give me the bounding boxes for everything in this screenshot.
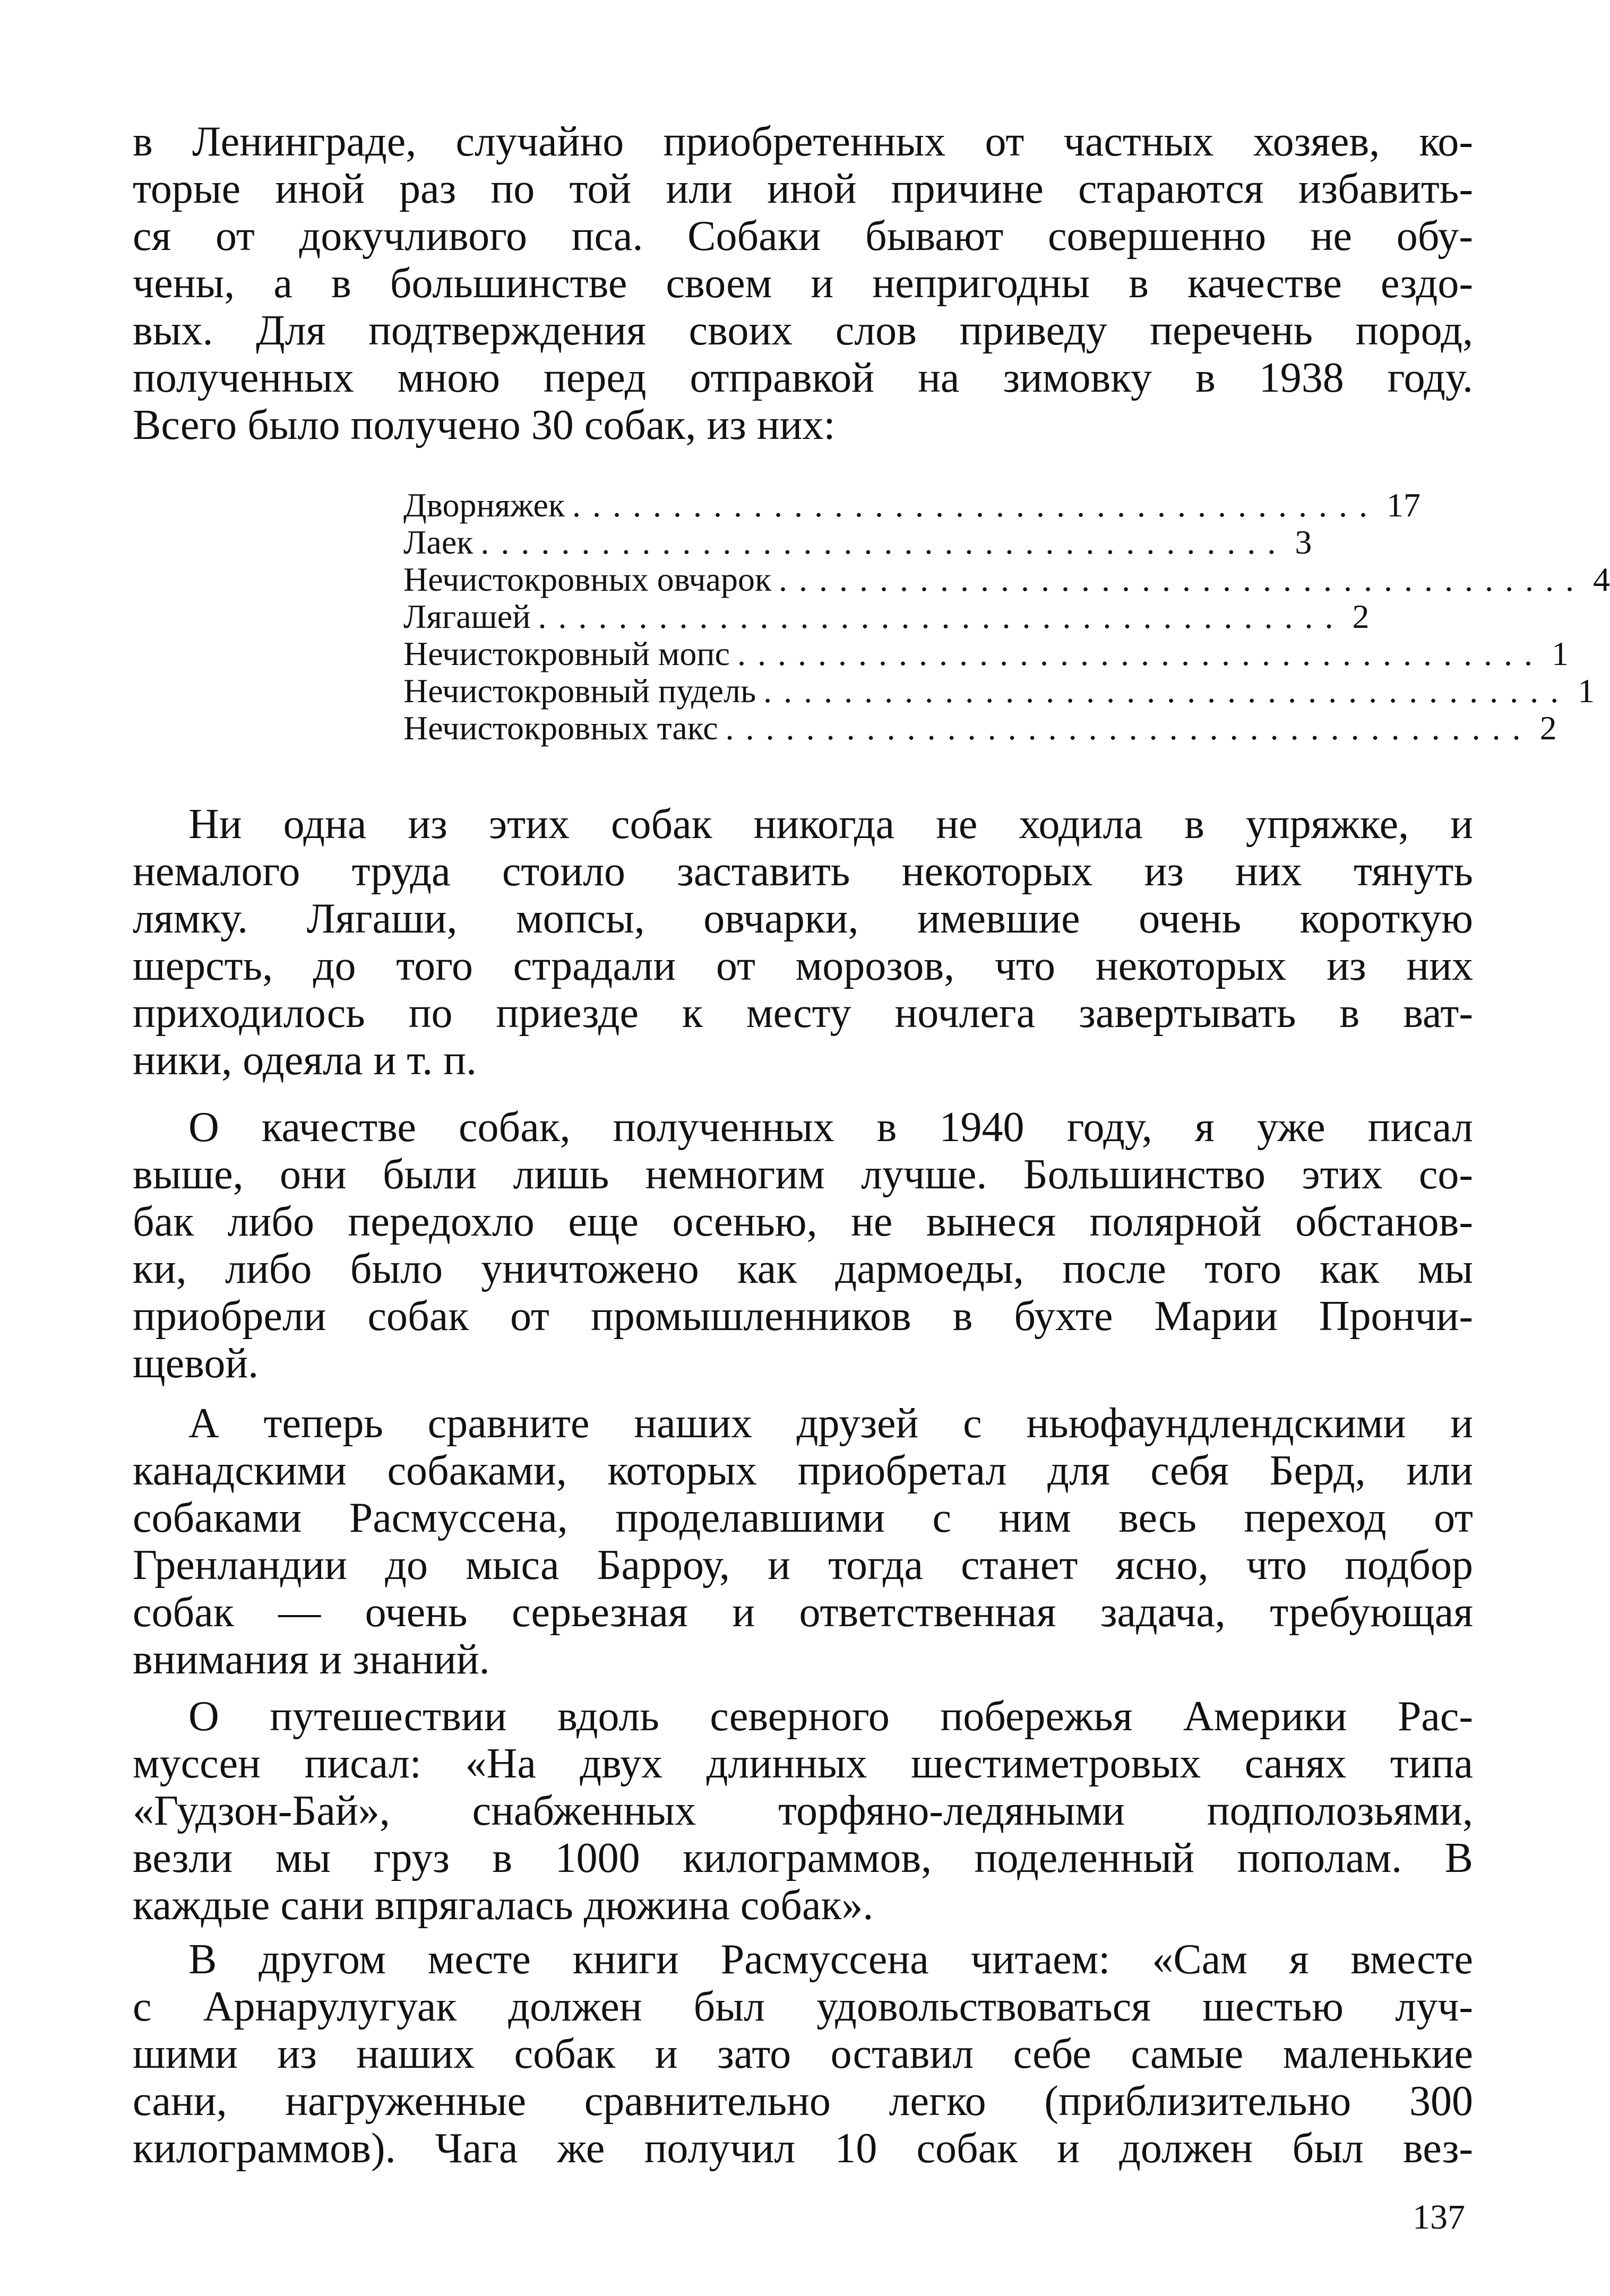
table-row <box>403 523 1312 561</box>
table-row <box>403 709 1557 747</box>
paragraph <box>133 801 1473 1084</box>
text-line: ся от докучливого пса. Собаки бывают совершенно не обу- <box>133 213 1473 260</box>
breed-name: Дворняжек <box>403 486 565 524</box>
table-row <box>403 560 1610 598</box>
text-line: вых. Для подтверждения своих слов приведу перечень пород, <box>133 307 1473 354</box>
paragraph <box>133 118 1473 449</box>
text-line: внимания и знаний. <box>133 1636 490 1683</box>
text-line: килограммов). Чага же получил 10 собак и должен был вез- <box>133 2125 1473 2172</box>
dot-leader: ........................................ <box>572 486 1379 524</box>
text-line: приходилось по приезде к месту ночлега завертывать в ват- <box>133 990 1473 1037</box>
table-row <box>403 486 1420 524</box>
breed-count: 2 <box>1352 598 1370 635</box>
paragraph <box>133 1936 1473 2172</box>
dot-leader: ........................................ <box>725 709 1532 747</box>
text-line: О качестве собак, полученных в 1940 году, я уже писал <box>188 1104 1473 1151</box>
text-line: в Ленинграде, случайно приобретенных от частных хозяев, ко- <box>133 118 1473 165</box>
text-line: собак — очень серьезная и ответственная задача, требующая <box>133 1589 1473 1636</box>
text-line: приобрели собак от промышленников в бухте Марии Прончи- <box>133 1293 1473 1340</box>
text-line: выше, они были лишь немногим лучше. Большинство этих со- <box>133 1151 1473 1198</box>
dot-leader: ........................................ <box>538 598 1345 635</box>
breed-name: Лаек <box>403 523 473 561</box>
text-line: Ни одна из этих собак никогда не ходила в упряжке, и <box>188 801 1473 848</box>
dot-leader: ........................................ <box>763 672 1571 710</box>
breed-name: Нечистокровный мопс <box>403 635 730 672</box>
dog-breeds-table <box>403 486 1610 747</box>
table-row <box>403 635 1569 672</box>
breed-name: Нечистокровных такс <box>403 709 718 747</box>
breed-name: Лягашей <box>403 598 531 635</box>
text-line: Всего было получено 30 собак, из них: <box>133 402 836 448</box>
text-line: бак либо передохло еще осенью, не вынеся полярной обстанов- <box>133 1198 1473 1245</box>
text-line: сани, нагруженные сравнительно легко (приблизительно 300 <box>133 2078 1473 2125</box>
text-line: немалого труда стоило заставить некоторых из них тянуть <box>133 848 1473 895</box>
breed-count: 1 <box>1551 635 1569 672</box>
text-line: везли мы груз в 1000 килограммов, поделенный пополам. В <box>133 1835 1473 1881</box>
breed-count: 17 <box>1387 486 1420 524</box>
breed-name: Нечистокровный пудель <box>403 672 756 710</box>
dot-leader: ........................................ <box>737 635 1544 672</box>
dot-leader: ........................................ <box>779 560 1586 598</box>
text-line: «Гудзон-Бай», снабженных торфяно-ледяными подполозьями, <box>133 1788 1473 1834</box>
text-line: ки, либо было уничтожено как дармоеды, после того как мы <box>133 1246 1473 1292</box>
table-row <box>403 598 1370 635</box>
text-line: лямку. Лягаши, мопсы, овчарки, имевшие очень короткую <box>133 895 1473 942</box>
text-line: шими из наших собак и зато оставил себе самые маленькие <box>133 2031 1473 2077</box>
page-number: 137 <box>1413 2198 1465 2237</box>
paragraph <box>133 1400 1473 1684</box>
table-row <box>403 672 1595 710</box>
text-line: А теперь сравните наших друзей с ньюфаундлендскими и <box>188 1400 1473 1447</box>
text-line: каждые сани впрягалась дюжина собак». <box>133 1882 874 1929</box>
text-line: с Арнарулугуак должен был удовольствоваться шестью луч- <box>133 1983 1473 2030</box>
text-line: О путешествии вдоль северного побережья Америки Рас- <box>188 1693 1473 1740</box>
breed-count: 1 <box>1578 672 1595 710</box>
breed-count: 2 <box>1539 709 1557 747</box>
breed-count: 4 <box>1593 560 1610 598</box>
breed-count: 3 <box>1295 523 1312 561</box>
text-line: щевой. <box>133 1340 259 1387</box>
text-line: В другом месте книги Расмуссена читаем: «Сам я вместе <box>188 1936 1473 1983</box>
text-line: торые иной раз по той или иной причине стараются избавить- <box>133 166 1473 212</box>
text-line: чены, а в большинстве своем и непригодны в качестве ездо- <box>133 260 1473 307</box>
text-line: муссен писал: «На двух длинных шестиметровых санях типа <box>133 1740 1473 1787</box>
text-line: полученных мною перед отправкой на зимовку в 1938 году. <box>133 355 1473 401</box>
paragraph <box>133 1693 1473 1929</box>
text-line: ники, одеяла и т. п. <box>133 1037 477 1084</box>
paragraph <box>133 1104 1473 1387</box>
text-line: шерсть, до того страдали от морозов, что некоторых из них <box>133 943 1473 989</box>
text-line: Гренландии до мыса Барроу, и тогда станет ясно, что подбор <box>133 1542 1473 1589</box>
text-line: канадскими собаками, которых приобретал для себя Берд, или <box>133 1447 1473 1494</box>
breed-name: Нечистокровных овчарок <box>403 560 772 598</box>
text-line: собаками Расмуссена, проделавшими с ним весь переход от <box>133 1495 1473 1541</box>
dot-leader: ........................................ <box>480 523 1288 561</box>
